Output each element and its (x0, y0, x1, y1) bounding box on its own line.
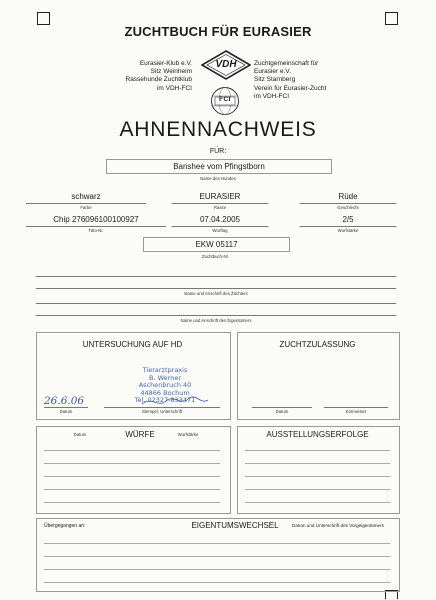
hd-date-handwritten: 26.6.06 (44, 395, 85, 407)
litters-strength-label: Wurfstärke (177, 432, 199, 437)
litters-rule (44, 502, 220, 503)
studbook-label: Zuchtbuch-Nr. (202, 254, 229, 259)
fuer-label: FÜR: (209, 148, 227, 155)
litter-line (300, 226, 396, 227)
zucht-date-label: Datum (275, 409, 289, 414)
hd-date-line (44, 407, 88, 408)
studbook-box (143, 237, 290, 252)
show-rule (245, 463, 390, 464)
breeding-approval-title: ZUCHTZULASSUNG (279, 340, 356, 349)
hd-exam-title: UNTERSUCHUNG AUF HD (82, 340, 183, 349)
right-club-line: Verein für Eurasier-Zucht (254, 84, 327, 92)
breeder-label: Name und Anschrift des Züchters (184, 291, 248, 296)
right-club-block (254, 60, 364, 101)
left-club-line: Rassehunde Zuchtklub (125, 76, 192, 84)
tattoo-value: Chip 276096100100927 (53, 215, 139, 224)
hd-stamp-label: Stempel, Unterschrift (141, 409, 183, 414)
dog-name-label: Name des Hundes (200, 176, 236, 181)
breed-value: EURASIER (199, 192, 241, 201)
vet-stamp-line: 44866 Bochum (140, 388, 190, 397)
litters-rule (44, 489, 220, 490)
left-club-block (100, 60, 192, 93)
left-club-line: im VDH-FCI (156, 84, 192, 92)
vet-stamp-line: B. Werner (149, 373, 181, 382)
hd-date-label: Datum (59, 409, 73, 414)
ownership-sig-label: Datum und Unterschrift des Vorgeigentümers (292, 523, 384, 528)
show-results-box (237, 426, 400, 514)
ownership-rule (44, 582, 390, 583)
ownership-change-title: EIGENTUMSWECHSEL (191, 521, 279, 530)
color-line (26, 203, 146, 204)
litters-title: WÜRFE (125, 430, 155, 439)
hd-stamp-line (104, 407, 220, 408)
vdh-logo-text: VDH (215, 59, 237, 70)
owner-label: Name und Anschrift des Eigentümers (180, 318, 252, 323)
ownership-rule (44, 569, 390, 570)
show-rule (245, 502, 390, 503)
studbook-value: EKW 05117 (195, 240, 238, 249)
tattoo-label: Täto-Nr. (88, 228, 104, 233)
dog-name-value: Banshee vom Pfingstborn (173, 162, 265, 171)
show-results-title: AUSSTELLUNGSERFOLGE (266, 430, 369, 439)
fci-logo (209, 86, 241, 116)
ownership-passed-label: Übergegangen an: (44, 523, 86, 529)
dog-name-box (106, 159, 332, 174)
left-club-line: Sitz Weinheim (150, 68, 192, 76)
document-title: ZUCHTBUCH FÜR EURASIER (124, 24, 312, 39)
litter-label: Wurfstärke (337, 228, 359, 233)
whelp-date-value: 07.04.2005 (199, 215, 241, 224)
litters-rule (44, 450, 220, 451)
tattoo-line (26, 226, 166, 227)
ownership-rule (44, 543, 390, 544)
owner-line-1 (36, 303, 396, 304)
sex-value: Rüde (338, 192, 358, 201)
breeder-line-1 (36, 276, 396, 277)
right-club-line: Eurasier e.V. (254, 68, 291, 76)
whelp-date-line (172, 226, 268, 227)
breed-label: Rasse (213, 205, 227, 210)
fci-logo-text: FCI (219, 96, 231, 103)
breeder-line-2 (36, 288, 396, 289)
litters-rule (44, 463, 220, 464)
whelp-date-label: Wurftag (212, 228, 228, 233)
show-rule (245, 489, 390, 490)
zucht-date-line (252, 407, 312, 408)
vet-stamp-line: Tierarztpraxis (142, 366, 188, 374)
vet-stamp-line: Aschenbruch 40 (138, 381, 192, 390)
litters-date-label: Datum (73, 432, 87, 437)
right-club-line: Zuchtgemeinschaft für (254, 60, 319, 67)
left-club-line: Eurasier-Klub e.V. (139, 60, 192, 67)
zucht-judge-line (324, 407, 388, 408)
breed-line (172, 203, 268, 204)
vet-stamp-line: Tel. 02327-833471 (134, 396, 196, 405)
ownership-rule (44, 556, 390, 557)
page-heading: AHNENNACHWEIS (119, 118, 317, 141)
sex-label: Geschlecht (337, 205, 359, 210)
vdh-logo (201, 50, 251, 80)
right-club-line: Sitz Starnberg (254, 76, 296, 84)
owner-line-2 (36, 315, 396, 316)
color-value: schwarz (71, 192, 101, 201)
litter-value: 2/5 (342, 215, 354, 224)
litters-rule (44, 476, 220, 477)
litters-box (36, 426, 231, 514)
show-rule (245, 476, 390, 477)
zucht-judge-label: Körmeister (345, 409, 367, 414)
show-rule (245, 450, 390, 451)
right-club-line: im VDH-FCI (254, 92, 290, 100)
color-label: Farbe (80, 205, 92, 210)
sex-line (300, 203, 396, 204)
